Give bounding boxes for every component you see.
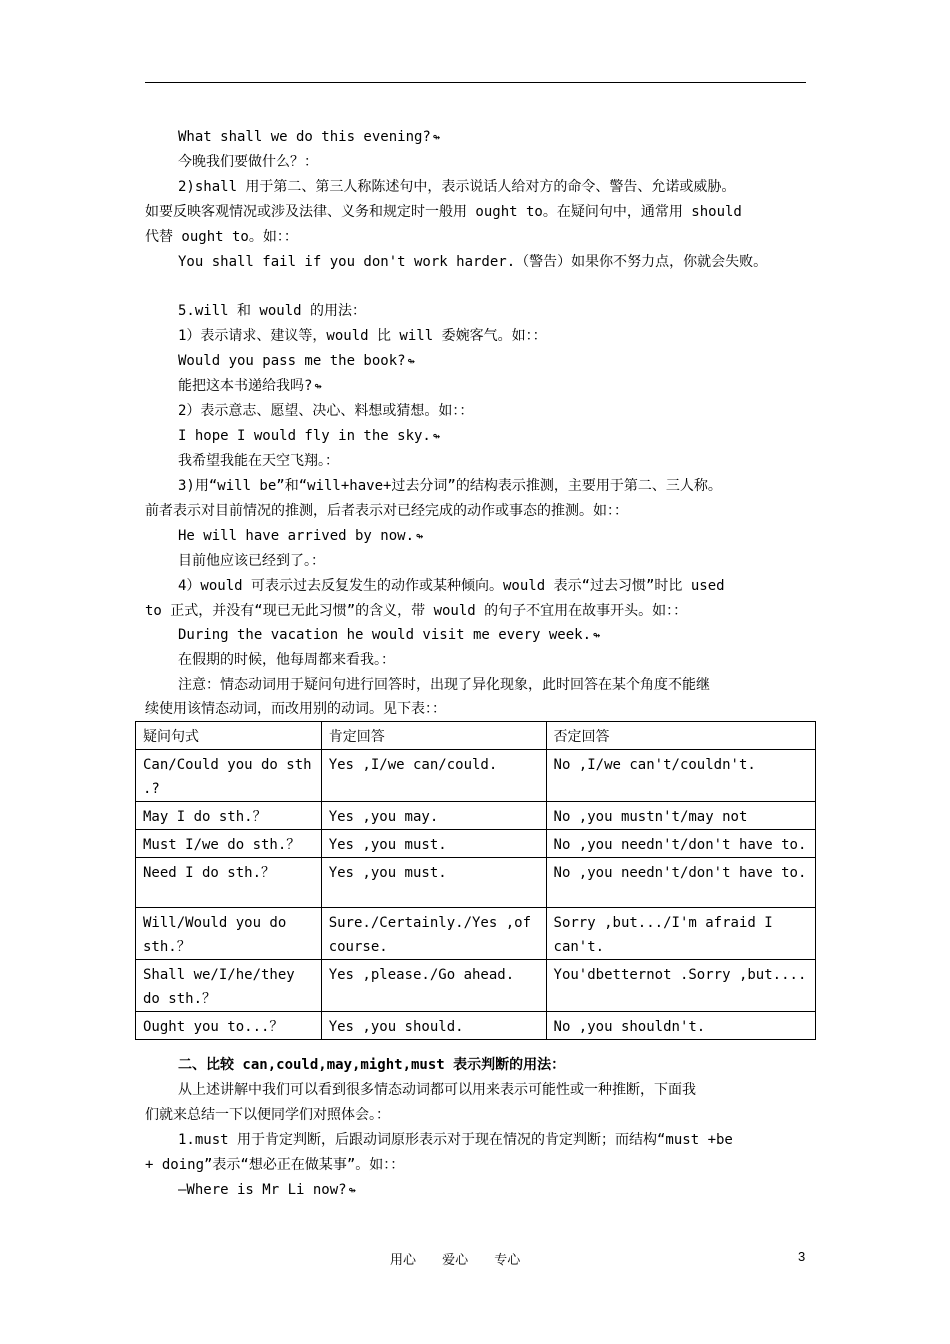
table-cell: No ,you shouldn't. xyxy=(546,1012,815,1040)
text-line: Would you pass me the book? ↬ xyxy=(178,353,415,369)
text-line: 们就来总结一下以便同学们对照体会。： xyxy=(145,1107,390,1123)
table-cell: Ought you to...？ xyxy=(136,1012,322,1040)
header-rule xyxy=(145,82,806,83)
paragraph-mark-icon: ↬ xyxy=(432,130,441,144)
modal-verb-answer-table xyxy=(135,721,816,1040)
text-line: 1）表示请求、建议等，would 比 will 委婉客气。如：： xyxy=(178,328,547,344)
text-line: You shall fail if you don't work harder.（警告）如果你不努力点，你就会失败。 xyxy=(178,254,768,270)
paragraph-mark-icon: ↬ xyxy=(348,1183,356,1197)
text-line: 续使用该情态动词，而改用别的动词。见下表：： xyxy=(145,701,446,717)
table-cell: Yes ,you must. xyxy=(321,830,546,858)
table-cell: Need I do sth.？ xyxy=(136,858,322,908)
table-header-cell: 肯定回答 xyxy=(321,722,546,750)
text-line: What shall we do this evening? ↬ xyxy=(178,129,441,145)
text-line: 我希望我能在天空飞翔。： xyxy=(178,453,339,469)
text-line: 3)用“will be”和“will+have+过去分词”的结构表示推测，主要用于第二、三人称。 xyxy=(178,478,722,494)
text-line: 能把这本书递给我吗? ↬ xyxy=(178,378,322,394)
text-line: 从上述讲解中我们可以看到很多情态动词都可以用来表示可能性或一种推断，下面我 xyxy=(178,1082,696,1098)
text-line: I hope I would fly in the sky. ↬ xyxy=(178,428,441,444)
paragraph-mark-icon: ↬ xyxy=(416,529,424,543)
table-cell: No ,you needn't/don't have to. xyxy=(546,858,815,908)
table-cell: No ,I/we can't/couldn't. xyxy=(546,750,815,802)
table-cell: Yes ,I/we can/could. xyxy=(321,750,546,802)
text-line: + doing”表示“想必正在做某事”。如：： xyxy=(145,1157,405,1173)
table-cell: No ,you needn't/don't have to. xyxy=(546,830,815,858)
text-line: 如要反映客观情况或涉及法律、义务和规定时一般用 ought to。在疑问句中，通常用 should xyxy=(145,204,742,220)
table-cell: Yes ,you should. xyxy=(321,1012,546,1040)
section-heading: 二、比较 can,could,may,might,must 表示判断的用法： xyxy=(178,1057,566,1073)
table-row xyxy=(136,908,816,960)
text-line: 5.will 和 would 的用法： xyxy=(178,303,367,319)
table-cell: No ,you mustn't/may not xyxy=(546,802,815,830)
text-line: —Where is Mr Li now? ↬ xyxy=(178,1182,356,1198)
table-row xyxy=(136,802,816,830)
table-row xyxy=(136,750,816,802)
table-row xyxy=(136,960,816,1012)
text-line: He will have arrived by now. ↬ xyxy=(178,528,424,544)
text-line: 4）would 可表示过去反复发生的动作或某种倾向。would 表示“过去习惯”时比 used xyxy=(178,578,725,594)
table-cell: Will/Would you do sth.？ xyxy=(136,908,322,960)
table-header-cell: 疑问句式 xyxy=(136,722,322,750)
text-line: 1.must 用于肯定判断，后跟动词原形表示对于现在情况的肯定判断；而结构“must +be xyxy=(178,1132,733,1148)
table-cell: Sure./Certainly./Yes ,of course. xyxy=(321,908,546,960)
table-cell: Yes ,you may. xyxy=(321,802,546,830)
table-cell: Can/Could you do sth .? xyxy=(136,750,322,802)
table-cell: Sorry ,but.../I'm afraid I can't. xyxy=(546,908,815,960)
text-line: 目前他应该已经到了。： xyxy=(178,553,325,569)
paragraph-mark-icon: ↬ xyxy=(432,429,441,443)
table-cell: Must I/we do sth.？ xyxy=(136,830,322,858)
paragraph-mark-icon: ↬ xyxy=(407,354,415,368)
text-line: 前者表示对目前情况的推测，后者表示对已经完成的动作或事态的推测。如：： xyxy=(145,503,628,519)
text-line: 在假期的时候，他每周都来看我。： xyxy=(178,652,395,668)
text-line: 注意：情态动词用于疑问句进行回答时，出现了异化现象，此时回答在某个角度不能继 xyxy=(178,677,710,693)
text-line: 2)shall 用于第二、第三人称陈述句中，表示说话人给对方的命令、警告、允诺或威胁。 xyxy=(178,179,736,195)
text-line: 今晚我们要做什么？： xyxy=(178,154,318,170)
paragraph-mark-icon: ↬ xyxy=(314,379,322,393)
table-cell: You'dbetternot .Sorry ,but.... xyxy=(546,960,815,1012)
text-line: During the vacation he would visit me every week. ↬ xyxy=(178,627,601,643)
table-cell: Yes ,please./Go ahead. xyxy=(321,960,546,1012)
table-row xyxy=(136,1012,816,1040)
footer-motto: 用心 爱心 专心 xyxy=(390,1253,521,1268)
table-header-cell: 否定回答 xyxy=(546,722,815,750)
paragraph-mark-icon: ↬ xyxy=(593,628,601,642)
text-line: to 正式，并没有“现已无此习惯”的含义，带 would 的句子不宜用在故事开头。如：： xyxy=(145,603,688,619)
text-line: 代替 ought to。如：： xyxy=(145,229,298,245)
table-header-row xyxy=(136,722,816,750)
table-cell: Shall we/I/he/they do sth.？ xyxy=(136,960,322,1012)
page-number: 3 xyxy=(798,1249,806,1264)
table-row xyxy=(136,830,816,858)
text-line: 2）表示意志、愿望、决心、料想或猜想。如：： xyxy=(178,403,474,419)
table-row xyxy=(136,858,816,908)
table-cell: May I do sth.？ xyxy=(136,802,322,830)
table-cell: Yes ,you must. xyxy=(321,858,546,908)
